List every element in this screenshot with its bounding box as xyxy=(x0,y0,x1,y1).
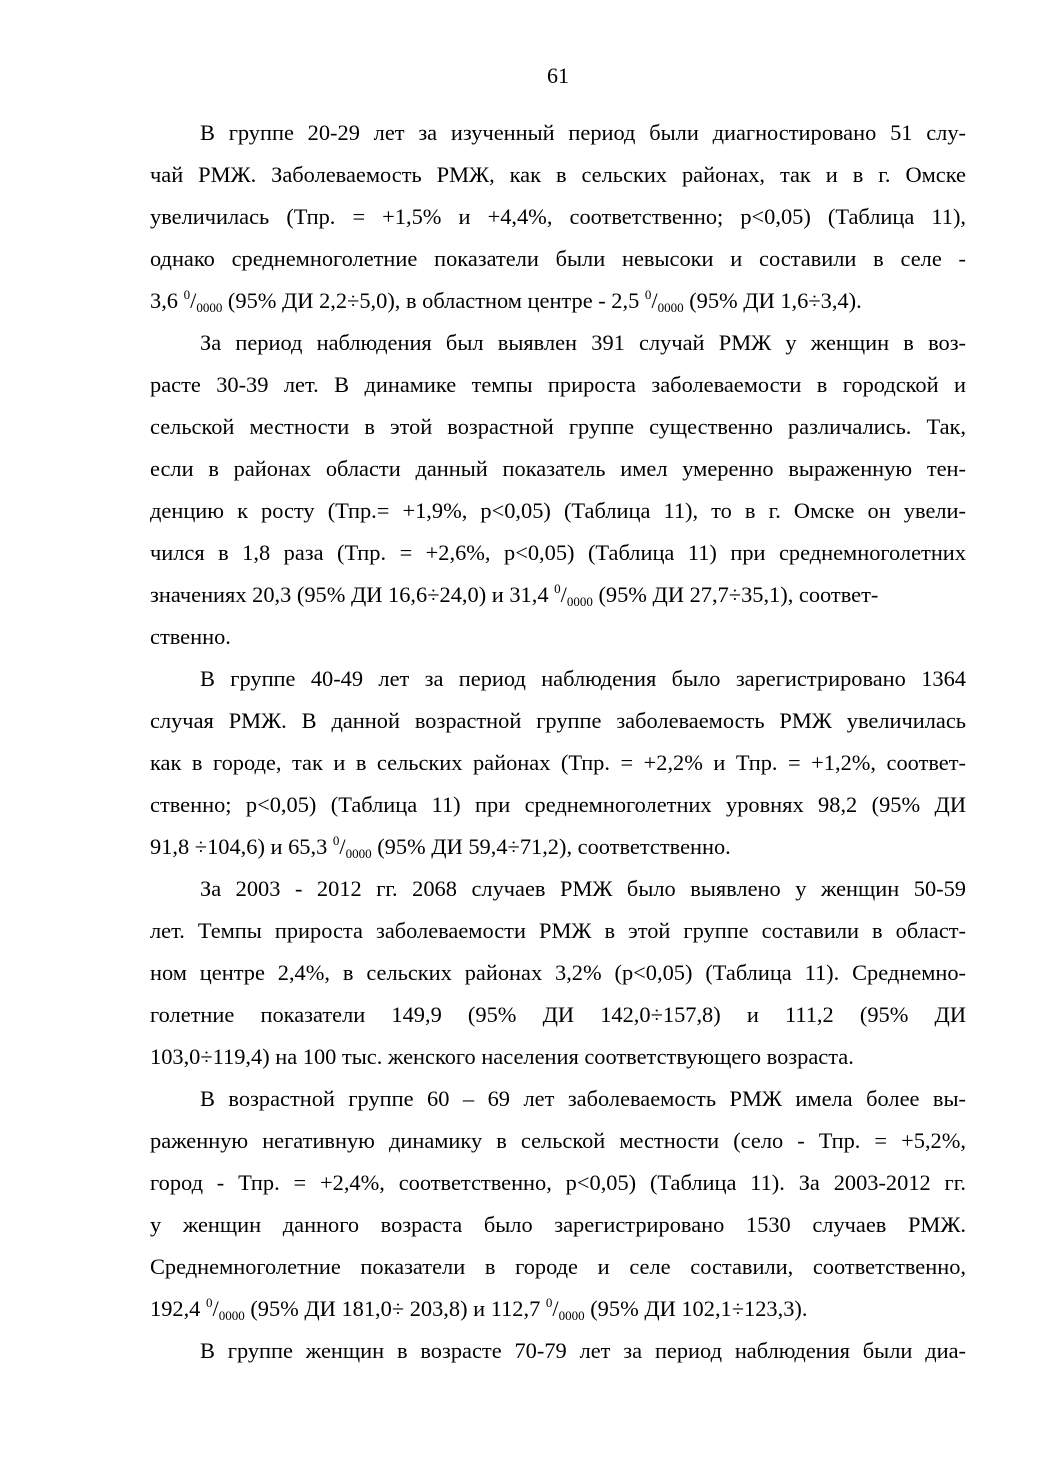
text-line: лет. Темпы прироста заболеваемости РМЖ в этой группе составили в област- xyxy=(150,918,966,943)
text-line: город - Тпр. = +2,4%, соответственно, p<0,05) (Таблица 11). За 2003-2012 гг. xyxy=(150,1170,966,1195)
text-line: За 2003 - 2012 гг. 2068 случаев РМЖ было выявлено у женщин 50-59 xyxy=(200,876,966,901)
text-line: денцию к росту (Тпр.= +1,9%, p<0,05) (Таблица 11), то в г. Омске он увели- xyxy=(150,498,966,523)
text-line: 103,0÷119,4) на 100 тыс. женского населения соответствующего возраста. xyxy=(150,1044,854,1069)
text-line: чился в 1,8 раза (Тпр. = +2,6%, p<0,05) (Таблица 11) при среднемноголетних xyxy=(150,540,966,565)
text-line: 192,4 $^0/_{0000}$ (95% ДИ 181,0÷ 203,8) и 112,7 $^0/_{0000}$ (95% ДИ 102,1÷123,3). xyxy=(150,1295,808,1323)
text-line: расте 30-39 лет. В динамике темпы прироста заболеваемости в городской и xyxy=(150,372,966,397)
text-line: 91,8 ÷104,6) и 65,3 $^0/_{0000}$ (95% ДИ 59,4÷71,2), соответственно. xyxy=(150,833,731,861)
per-100000-unit: $^0/_{0000}$ xyxy=(545,1295,585,1323)
text-line: случая РМЖ. В данной возрастной группе заболеваемость РМЖ увеличилась xyxy=(150,708,966,733)
per-100000-unit: $^0/_{0000}$ xyxy=(205,1295,245,1323)
text-line: За период наблюдения был выявлен 391 случай РМЖ у женщин в воз- xyxy=(200,330,966,355)
text-line: если в районах области данный показатель имел умеренно выраженную тен- xyxy=(150,456,966,481)
text-line: ственно. xyxy=(150,624,231,649)
text-line: ном центре 2,4%, в сельских районах 3,2% (p<0,05) (Таблица 11). Среднемно- xyxy=(150,960,966,985)
text-line: 3,6 $^0/_{0000}$ (95% ДИ 2,2÷5,0), в областном центре - 2,5 $^0/_{0000}$ (95% ДИ 1,6÷3,4). xyxy=(150,287,862,315)
text-line: чай РМЖ. Заболеваемость РМЖ, как в сельских районах, так и в г. Омске xyxy=(150,162,966,187)
text-line: как в городе, так и в сельских районах (Тпр. = +2,2% и Тпр. = +1,2%, соответ- xyxy=(150,750,966,775)
text-line: значениях 20,3 (95% ДИ 16,6÷24,0) и 31,4 $^0/_{0000}$ (95% ДИ 27,7÷35,1), соответ- xyxy=(150,581,879,609)
per-100000-unit: $^0/_{0000}$ xyxy=(554,581,593,609)
text-line: В группе 40-49 лет за период наблюдения было зарегистрировано 1364 xyxy=(200,666,966,691)
text-line: сельской местности в этой возрастной группе существенно различались. Так, xyxy=(150,414,966,439)
text-line: раженную негативную динамику в сельской местности (село - Тпр. = +5,2%, xyxy=(150,1128,966,1153)
text-line: однако среднемноголетние показатели были невысоки и составили в селе - xyxy=(150,246,966,271)
text-line: В возрастной группе 60 – 69 лет заболеваемость РМЖ имела более вы- xyxy=(200,1086,966,1111)
per-100000-unit: $^0/_{0000}$ xyxy=(332,833,372,861)
text-line: ственно; p<0,05) (Таблица 11) при среднемноголетних уровнях 98,2 (95% ДИ xyxy=(150,792,966,817)
page-number: 61 xyxy=(547,63,569,88)
text-line: В группе 20-29 лет за изученный период были диагностировано 51 слу- xyxy=(200,120,966,145)
text-line: голетние показатели 149,9 (95% ДИ 142,0÷157,8) и 111,2 (95% ДИ xyxy=(150,1002,966,1027)
text-line: у женщин данного возраста было зарегистрировано 1530 случаев РМЖ. xyxy=(150,1212,966,1237)
text-line: Среднемноголетние показатели в городе и селе составили, соответственно, xyxy=(150,1254,966,1279)
per-100000-unit: $^0/_{0000}$ xyxy=(644,287,684,315)
text-line: В группе женщин в возрасте 70-79 лет за период наблюдения были диа- xyxy=(200,1338,966,1363)
per-100000-unit: $^0/_{0000}$ xyxy=(183,287,223,315)
text-line: увеличилась (Тпр. = +1,5% и +4,4%, соответственно; p<0,05) (Таблица 11), xyxy=(150,204,966,229)
